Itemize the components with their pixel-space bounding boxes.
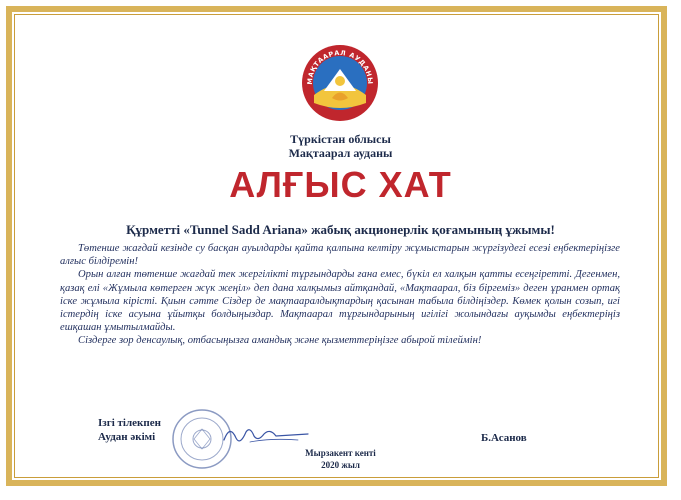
region-name: Түркістан облысы	[290, 132, 391, 146]
document-title: АЛҒЫС ХАТ	[229, 164, 452, 205]
place-year: 2020 жыл	[321, 460, 360, 470]
signatory-name: Б.Асанов	[481, 432, 527, 444]
body-paragraph: Орын алған төтенше жағдай тек жергілікті тұрғындарды ғана емес, бүкіл ел халқын қатты есеңгіретті. Дегенмен, қазақ елі «Жұмыла көтерген жүк жеңіл» деп дана халқымыз айтқандай, «Мақтаарал, біз біргеміз» деген ұранмен ортақ іске жұмыла кірісті. Қиын сәтте Сіздер де мақтааралдықтардың қасынан табыла білдіңіздер. Көмек қолын созып, игі істердің іске асуына ұйытқы болдыңыздар. Мақтаарал тұрғындарының игілігі жолындағы ауқымды еңбектеріңіз ешқашан ұмытылмайды.	[60, 269, 620, 334]
signature-greeting: Ізгі тілекпен	[98, 417, 161, 429]
place-and-date	[0, 447, 681, 471]
body-paragraph: Төтенше жағдай кезінде су басқан ауылдарды қайта қалпына келтіру жұмыстарын жүргізудегі есеэі еңбектеріңізге алғыс білдіремін!	[60, 243, 620, 268]
district-name: Мақтаарал ауданы	[288, 146, 393, 160]
district-emblem-icon	[300, 43, 380, 123]
signature-block	[98, 416, 161, 444]
letter-body	[60, 242, 620, 348]
emblem-label: МАҚТААРАЛ АУДАНЫ	[305, 48, 375, 85]
addressee: Құрметті «Tunnel Sadd Ariana» жабық акционерлік қоғамының ұжымы!	[126, 222, 555, 237]
handwritten-signature-icon	[220, 420, 310, 450]
body-paragraph: Сіздерге зор денсаулық, отбасыңызға амандық және қызметтеріңізге абырой тілеймін!	[78, 335, 482, 347]
place-city: Мырзакент кенті	[305, 448, 376, 458]
signature-position: Аудан әкімі	[98, 431, 156, 443]
